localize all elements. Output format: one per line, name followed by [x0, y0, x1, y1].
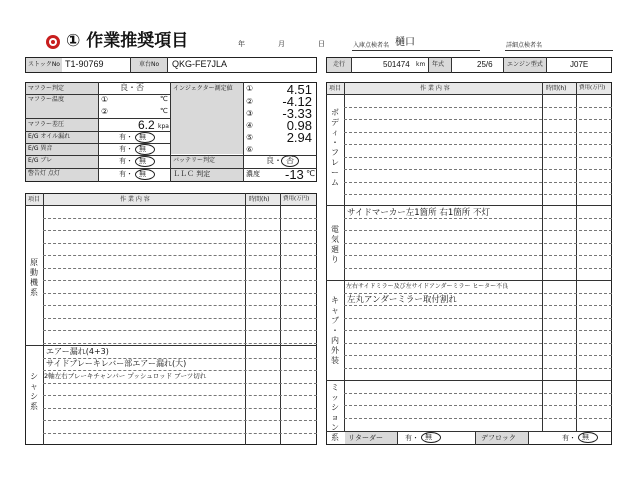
- warning-lamp-yes: 有・: [119, 170, 133, 178]
- section-cab: キ ャ ブ ・ 内 外 装: [331, 296, 339, 365]
- right-col-cost: 費用(万円): [579, 85, 606, 91]
- cab-entry-2: 左丸アンダーミラー取付割れ: [347, 295, 457, 305]
- inspector-label: 入庫点検者名: [353, 42, 390, 49]
- injector-value-1: 4.51: [286, 82, 312, 97]
- page-title: ① 作業推奨項目: [66, 31, 189, 51]
- kpa-unit: kpa: [158, 123, 169, 130]
- injector-num-1: ①: [246, 84, 254, 93]
- eg-noise-label: E/G 異音: [28, 145, 53, 152]
- eg-noise-yes: 有・: [119, 145, 133, 153]
- temp-1-mark: ①: [101, 95, 109, 104]
- injector-label: インジェクター測定値: [173, 85, 233, 92]
- section-engine: 原 動 機 系: [30, 258, 38, 297]
- right-col-item: 項目: [329, 85, 342, 92]
- ruled-line: [344, 230, 612, 231]
- eg-oil-leak-label: E/G オイル漏れ: [28, 133, 71, 140]
- ruled-line: [43, 420, 317, 421]
- injector-num-2: ②: [246, 97, 254, 106]
- ruled-line: [344, 157, 612, 158]
- eg-shake-none: 無: [139, 157, 146, 165]
- concentration-value: -13: [285, 167, 304, 182]
- ruled-line: [344, 355, 612, 356]
- ruled-line: [43, 330, 317, 331]
- engine-type-value: J07E: [570, 60, 589, 69]
- warning-lamp-label: 警告灯 点灯: [28, 170, 60, 177]
- left-col-item: 項目: [28, 196, 41, 203]
- chassis-entry-3: 2軸左右ブレーキチャンバー プッシュロッド ブーツ切れ: [44, 372, 207, 380]
- left-col-time: 時間(h): [249, 196, 270, 203]
- detail-inspector-label: 詳細点検者名: [506, 42, 543, 49]
- diff-lock-yes: 有・: [562, 434, 576, 442]
- eg-shake-yes: 有・: [119, 157, 133, 165]
- warning-lamp-none: 無: [139, 170, 146, 178]
- battery-bad: 否: [286, 156, 294, 165]
- retarder-none: 無: [425, 433, 432, 441]
- ruled-line: [43, 318, 317, 319]
- ruled-line: [43, 408, 317, 409]
- injector-value-3: -3.33: [282, 106, 312, 121]
- injector-num-4: ④: [246, 121, 254, 130]
- retarder-yes: 有・: [405, 434, 419, 442]
- battery-good: 良・: [266, 156, 282, 165]
- stock-no-value: T1-90769: [65, 59, 104, 69]
- date-year-label: 年: [238, 40, 245, 48]
- ruled-line: [344, 318, 612, 319]
- ruled-line: [344, 255, 612, 256]
- diff-lock-none: 無: [582, 433, 589, 441]
- ruled-line: [43, 395, 317, 396]
- ruled-line: [344, 293, 612, 294]
- concentration-label: 濃度: [246, 170, 260, 178]
- battery-label: バッテリー判定: [173, 157, 216, 164]
- year-label: 年式: [432, 61, 445, 68]
- ruled-line: [344, 182, 612, 183]
- section-body-frame: ボ デ ィ ・ フ レ ー ム: [331, 108, 339, 187]
- eg-oil-none: 無: [139, 133, 146, 141]
- ruled-line: [43, 305, 317, 306]
- ruled-line: [43, 433, 317, 434]
- ruled-line: [43, 383, 317, 384]
- engine-type-label: エンジン型式: [507, 61, 543, 68]
- muffler-judge-label: マフラー判定: [28, 85, 65, 92]
- ruled-line: [43, 280, 317, 281]
- section-electric: 電 気 廻 り: [331, 225, 339, 264]
- section-mission: ミ ッ シ ョ ン 系: [331, 383, 339, 442]
- ruled-line: [43, 243, 317, 244]
- ruled-line: [43, 343, 317, 344]
- cab-entry-1: 左右サイドミラー及び左サイドアンダーミラー ヒーター不良: [346, 283, 509, 290]
- temp-2-mark: ②: [101, 107, 109, 116]
- injector-num-5: ⑤: [246, 133, 254, 142]
- injector-value-5: 2.94: [286, 130, 312, 145]
- retarder-label: リターダー: [348, 434, 383, 442]
- eg-noise-none: 無: [139, 145, 146, 153]
- year-value: 25/6: [477, 60, 493, 69]
- injector-value-4: 0.98: [286, 118, 312, 133]
- ruled-line: [344, 169, 612, 170]
- ruled-line: [344, 405, 612, 406]
- llc-label: ＬＬＣ 判定: [173, 170, 211, 178]
- ruled-line: [344, 107, 612, 108]
- muffler-diff-value: 6.2: [138, 118, 155, 132]
- ruled-line: [344, 418, 612, 419]
- injector-value-2: -4.12: [282, 94, 312, 109]
- ruled-line: [344, 343, 612, 344]
- diff-lock-label: デフロック: [481, 434, 516, 442]
- right-col-work: 作 業 内 容: [420, 85, 450, 92]
- chassis-no-label: 車台No: [139, 61, 160, 68]
- temp-1-unit: ℃: [160, 95, 168, 103]
- left-col-work: 作 業 内 容: [120, 196, 150, 203]
- chassis-entry-1: エアー漏れ(4+3): [46, 347, 109, 356]
- ruled-line: [344, 132, 612, 133]
- ruled-line: [43, 370, 317, 371]
- eg-shake-label: E/G ブレ: [28, 157, 53, 164]
- concentration-unit: ℃: [306, 169, 315, 178]
- mileage-label: 走行: [333, 61, 346, 68]
- ruled-line: [344, 119, 612, 120]
- ruled-line: [344, 330, 612, 331]
- muffler-temp-label: マフラー温度: [28, 96, 65, 103]
- stock-no-label: ストックNo: [28, 61, 60, 68]
- muffler-judge-options: 良・否: [120, 83, 144, 92]
- injector-num-3: ③: [246, 109, 254, 118]
- logo-badge-icon: [46, 35, 60, 49]
- ruled-line: [43, 218, 317, 219]
- ruled-line: [344, 268, 612, 269]
- electric-entry-1: サイドマーカー左1箇所 右1箇所 不灯: [347, 208, 490, 218]
- ruled-line: [344, 393, 612, 394]
- eg-oil-yes: 有・: [119, 133, 133, 141]
- section-chassis: シ ャ シ 系: [30, 372, 38, 411]
- date-day-label: 日: [318, 40, 325, 48]
- injector-num-6: ⑥: [246, 145, 254, 154]
- date-month-label: 月: [278, 40, 285, 48]
- ruled-line: [344, 194, 612, 195]
- ruled-line: [43, 293, 317, 294]
- temp-2-unit: ℃: [160, 107, 168, 115]
- ruled-line: [344, 144, 612, 145]
- mileage-unit: km: [416, 61, 426, 68]
- chassis-entry-2: サイドブレーキレバー部エアー漏れ(大): [46, 359, 187, 368]
- muffler-diff-label: マフラー差圧: [28, 121, 65, 128]
- right-col-time: 時間(h): [546, 85, 567, 92]
- left-col-cost: 費用(万円): [283, 196, 310, 202]
- mileage-value: 501474: [383, 60, 410, 69]
- ruled-line: [43, 255, 317, 256]
- chassis-no-value: QKG-FE7JLA: [172, 59, 228, 69]
- ruled-line: [43, 268, 317, 269]
- body-electric-cab-table: [326, 82, 612, 445]
- ruled-line: [344, 243, 612, 244]
- inspector-name: 樋口: [395, 37, 415, 48]
- ruled-line: [344, 305, 612, 306]
- ruled-line: [344, 368, 612, 369]
- ruled-line: [43, 230, 317, 231]
